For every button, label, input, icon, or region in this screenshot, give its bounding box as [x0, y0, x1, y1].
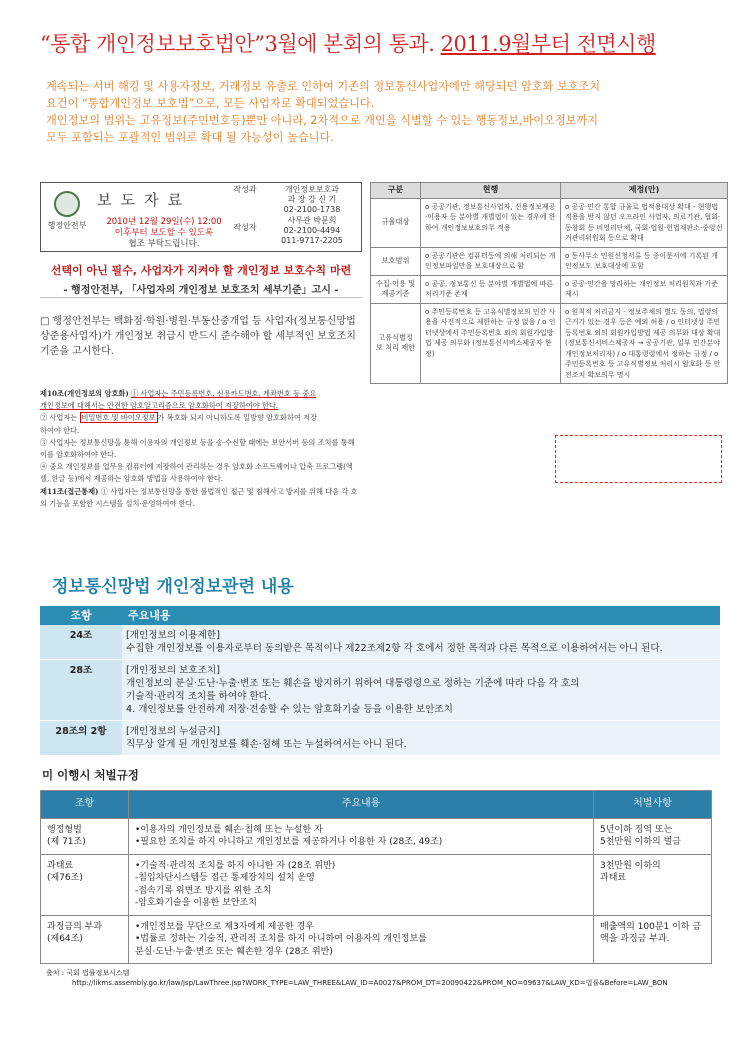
penalty-content	[129, 915, 594, 964]
banner-subtitle: - 행정안전부, 「사업자의 개인정보 보호조치 세부기준」고시 -	[63, 285, 339, 296]
author-name: 사무관 박문희	[287, 216, 337, 225]
press-body	[40, 388, 362, 510]
writer-dept: 개인정보보호과	[284, 185, 340, 194]
author-tel1: 02-2100-4494	[283, 226, 341, 235]
highlight-box: 비밀번호 및 바이오정보	[81, 413, 156, 423]
content-line: 직무상 알게 된 개인정보를 훼손·침해 또는 누설하여서는 아니 된다.	[126, 739, 407, 750]
compare-current: o 공공기관, 정보통신사업자, 신용정보제공·이용자 등 분야별 개별법이 있는 경우에 한하여 개인정보보호의무 적용	[421, 198, 561, 247]
penalty-content	[129, 818, 594, 854]
cell-line: 분실·도난·누출·변조 또는 훼손한 경우 (28조 위반)	[135, 946, 333, 957]
article-number: 24조	[40, 625, 122, 660]
compare-row	[371, 198, 728, 247]
compare-current: o 주민등록번호 등 고유식별정보의 민간 사용을 사전적으로 제한하는 규정 없음 / o 인터넷상에서 주민등록번호 외의 회원가입방법 제공 의무화 (정보통신서비스제공자 한정)	[421, 303, 561, 384]
article-title: 제10조(개인정보의 암호화)	[40, 389, 129, 398]
penalty-article	[41, 854, 129, 915]
source-url[interactable]: http://likms.assembly.go.kr/law/jsp/LawThree.jsp?WORK_TYPE=LAW_THREE&LAW_ID=A0027&PROM_DT=20090422&PROM_NO=09637&LAW_KD=법률&Before=LAW_BON	[72, 979, 668, 987]
headline-part1: “통합 개인정보보호법안”3월에 본회의 통과.	[40, 32, 441, 56]
press-release	[40, 182, 362, 542]
ministry-name: 행정안전부	[47, 221, 87, 230]
penalty-sanction	[594, 854, 712, 915]
cell-line: 3천만원 이하의	[600, 860, 661, 871]
compare-row	[371, 247, 728, 275]
press-lead: □ 행정안전부는 백화점·학원·병원·부동산중개업 등 사업자(정보통신망법상준용사업자)가 개인정보 취급시 반드시 준수해야 할 세부적인 보호조치 기준을 고시한다.	[40, 316, 356, 357]
cell-line: 과태료	[47, 860, 74, 871]
compare-key: 규율대상	[371, 198, 421, 247]
law-header: 주요내용	[122, 606, 720, 625]
compare-current: o 공공, 정보통신 등 분야별 개별법에 따른 처리기준 존재	[421, 275, 561, 303]
section-title-penalty: 미 이행시 처벌규정	[42, 768, 139, 782]
compare-current: o 공공기관은 컴퓨터등에 의해 처리되는 개인정보파일만을 보호대상으로 함	[421, 247, 561, 275]
article-number: 28조	[40, 660, 122, 721]
embargo-line: 이후부터 보도할 수 있도록	[114, 228, 214, 238]
penalty-sanction	[594, 915, 712, 964]
penalty-header: 조항	[41, 791, 129, 819]
cell-line: •법률로 정하는 기술적, 관리적 조치를 하지 아니하여 이용자의 개인정보를	[135, 934, 427, 944]
article-text: ① 사업자는 주민등록번호, 신용카드번호, 계좌번호 등 중요	[131, 389, 317, 398]
cell-line: 5년이하 징역 또는	[600, 824, 673, 835]
press-header	[40, 182, 362, 252]
intro-text	[46, 78, 686, 146]
cell-line: 행정형벌	[47, 824, 82, 835]
compare-header: 현행	[421, 183, 561, 199]
embargo-date	[99, 217, 229, 250]
penalty-sanction	[594, 818, 712, 854]
table-row	[41, 854, 712, 915]
article-content	[122, 660, 720, 721]
penalty-article	[41, 915, 129, 964]
source-note	[46, 968, 726, 988]
compare-new: o 공공·민간을 망라하는 개인정보 처리원칙과 기준 제시	[561, 275, 728, 303]
content-line: 수집한 개인정보를 이용자로부터 동의받은 목적이나 제22조제2항 각 호에서 정한 목적과 다른 목적으로 이용하여서는 아니 된다.	[126, 643, 663, 654]
compare-key: 고유식별정보 처리 제한	[371, 303, 421, 384]
cell-line: (제64조)	[47, 934, 83, 944]
article-text: ① 사업자는 정보통신망을 통한 불법적인 접근 및 침해사고 방지를 위해 다음 각 호의 기능을 포함한 시스템을 설치·운영하여야 한다.	[40, 486, 358, 508]
table-row	[41, 818, 712, 854]
content-line: 개인정보의 분실·도난·누출·변조 또는 훼손을 방지하기 위하여 대통령령으로 정하는 기준에 따라 다음 각 호의	[126, 678, 580, 689]
section-title-law: 정보통신망법 개인정보관련 내용	[52, 577, 294, 597]
compare-key: 보호범위	[371, 247, 421, 275]
writer-role: 과 장 강 신 기	[287, 195, 337, 204]
compare-row	[371, 275, 728, 303]
cell-line: (제 71조)	[47, 837, 86, 847]
embargo-line: 협조 부탁드립니다.	[128, 239, 200, 249]
cell-line: •이용자의 개인정보를 훼손·침해 또는 누설한 자	[135, 824, 323, 835]
cell-line: -접속기록 위변조 방지를 위한 조치	[135, 885, 272, 896]
article-title: 제11조(접근통제)	[40, 486, 99, 496]
content-line: 4. 개인정보를 안전하게 저장·전송할 수 있는 암호화기술 등을 이용한 보안조치	[126, 704, 453, 715]
cell-line: •필요한 조치를 하지 아니하고 개인정보를 제공하거나 이용한 자 (28조, 49조)	[135, 837, 443, 847]
table-row	[40, 660, 720, 721]
penalty-header: 주요내용	[129, 791, 594, 819]
press-title: 보도자료	[97, 191, 191, 209]
intro-line: 계속되는 서버 해킹 및 사용자정보, 거래정보 유출로 인하여 기존의 정보통신사업자에만 해당되던 암호화 보호조치	[46, 80, 601, 93]
content-line: [개인정보의 보호조치]	[126, 665, 220, 676]
compare-new: o 동사무소 민원신청서류 등 종이문서에 기록된 개인정보도 보호대상에 포함	[561, 247, 728, 275]
article-text: ③ 사업자는 정보통신망을 통해 이용자의 개인정보 등을 송·수신할 때에는 보안서버 등의 조치를 통해 이를 암호화하여야 한다.	[40, 437, 355, 460]
ministry-seal-icon	[54, 191, 80, 217]
penalty-content	[129, 854, 594, 915]
ministry-logo	[45, 191, 89, 231]
penalty-header: 처벌사항	[594, 791, 712, 819]
penalty-table	[40, 790, 712, 964]
headline-part2: 2011.9월부터 전면시행	[440, 32, 656, 56]
article-content	[122, 721, 720, 756]
highlight-dashed-box	[555, 435, 722, 483]
article-content	[122, 625, 720, 660]
comparison-table	[370, 182, 728, 384]
compare-header: 제정(안)	[561, 183, 728, 199]
compare-new: o 원칙적 처리금지 - 정보주체의 별도 동의, 법령의 근거가 있는 경우 등은 예외 허용 / o 인터넷상 주민등록번호 외의 회원가입방법 제공 의무화 대상 확대 (정보통신서비스제공자 → 공공기관, 일부 민간분야 개인정보처리자) / o 대통령령에서 정하는 규정 / o 주민등록번호 등 고유식별정보 처리시 암호화 등 안전조치 확보의무 명시	[561, 303, 728, 384]
table-row	[40, 625, 720, 660]
cell-line: 과태료	[600, 873, 627, 883]
press-banner	[40, 262, 362, 298]
penalty-article	[41, 818, 129, 854]
content-line: 기술적·관리적 조치를 하여야 한다.	[126, 691, 271, 702]
article-number: 28조의 2항	[40, 721, 122, 756]
banner-title: 선택이 아닌 필수, 사업자가 지켜야 할 개인정보 보호수칙 마련	[50, 264, 352, 277]
writer-tel: 02-2100-1738	[283, 205, 341, 214]
compare-header: 구분	[371, 183, 421, 199]
article-text: 가 복호화 되지 아니하도록 일방향 암호화하여 저장	[157, 413, 318, 423]
cell-line: 과징금의 부과	[47, 921, 103, 932]
cell-line: 액을 과징금 부과.	[600, 934, 670, 944]
table-row	[40, 721, 720, 756]
embargo-line: 2010년 12월 29일(수) 12:00	[106, 217, 222, 227]
intro-line: 모두 포함되는 포괄적인 범위로 확대 될 가능성이 높습니다.	[46, 131, 334, 144]
compare-row	[371, 303, 728, 384]
cell-line: •기술적·관리적 조치를 하지 아니한 자 (28조 위반)	[135, 860, 336, 871]
compare-key: 수집·이용 및 제공기준	[371, 275, 421, 303]
article-text: ② 사업자는	[40, 413, 80, 423]
table-row	[41, 915, 712, 964]
law-header: 조항	[40, 606, 122, 625]
compare-new: o 공공·민간 통합 규율로 법적용대상 확대 - 현행법 적용을 받지 않던 오프라인 사업자, 의료기관, 협회·동창회 등 비영리단체, 국회·법원·헌법재판소·중앙선거관리위원회 등으로 확대	[561, 198, 728, 247]
source-label: 출처 : 국회 법률정보시스템	[46, 969, 130, 977]
writer-label: 작성과	[233, 185, 257, 194]
cell-line: •개인정보를 무단으로 제3자에게 제공한 경우	[135, 921, 314, 932]
cell-line: (제76조)	[47, 873, 83, 883]
author-tel2: 011-9717-2205	[281, 236, 343, 245]
intro-line: 개인정보의 범위는 고유정보(주민번호등)뿐만 아니라, 2차적으로 개인을 식별할 수 있는 행동정보,바이오정보까지	[46, 114, 599, 127]
content-line: [개인정보의 누설금지]	[126, 726, 220, 737]
article-text: 개인정보에 대해서는 안전한 암호알고리즘으로 암호화하여 저장하여야 한다.	[40, 401, 279, 411]
article-text: 하여야 한다.	[40, 425, 80, 435]
law-table	[40, 606, 720, 756]
headline	[40, 28, 700, 58]
cell-line: -침입차단시스템등 접근 통제장치의 설치 운영	[135, 873, 315, 883]
author-label: 작성자	[233, 223, 257, 232]
cell-line: -암호화기술을 이용한 보안조치	[135, 898, 257, 908]
content-line: [개인정보의 이용제한]	[126, 630, 220, 641]
cell-line: 5천만원 이하의 벌금	[600, 837, 682, 847]
article-text: ④ 중요 개인정보를 업무용 컴퓨터에 저장하여 관리하는 경우 암호화 소프트웨어나 압축 프로그램(엑셀, 한글 등)에서 제공하는 암호화 방법을 사용하여야 한다.	[40, 462, 353, 484]
cell-line: 매출액의 100분1 이하 금	[600, 921, 702, 932]
contact-grid	[229, 183, 363, 253]
intro-line: 요건이 “통합개인정보 보호법”으로, 모든 사업자로 확대되었습니다.	[46, 97, 375, 110]
